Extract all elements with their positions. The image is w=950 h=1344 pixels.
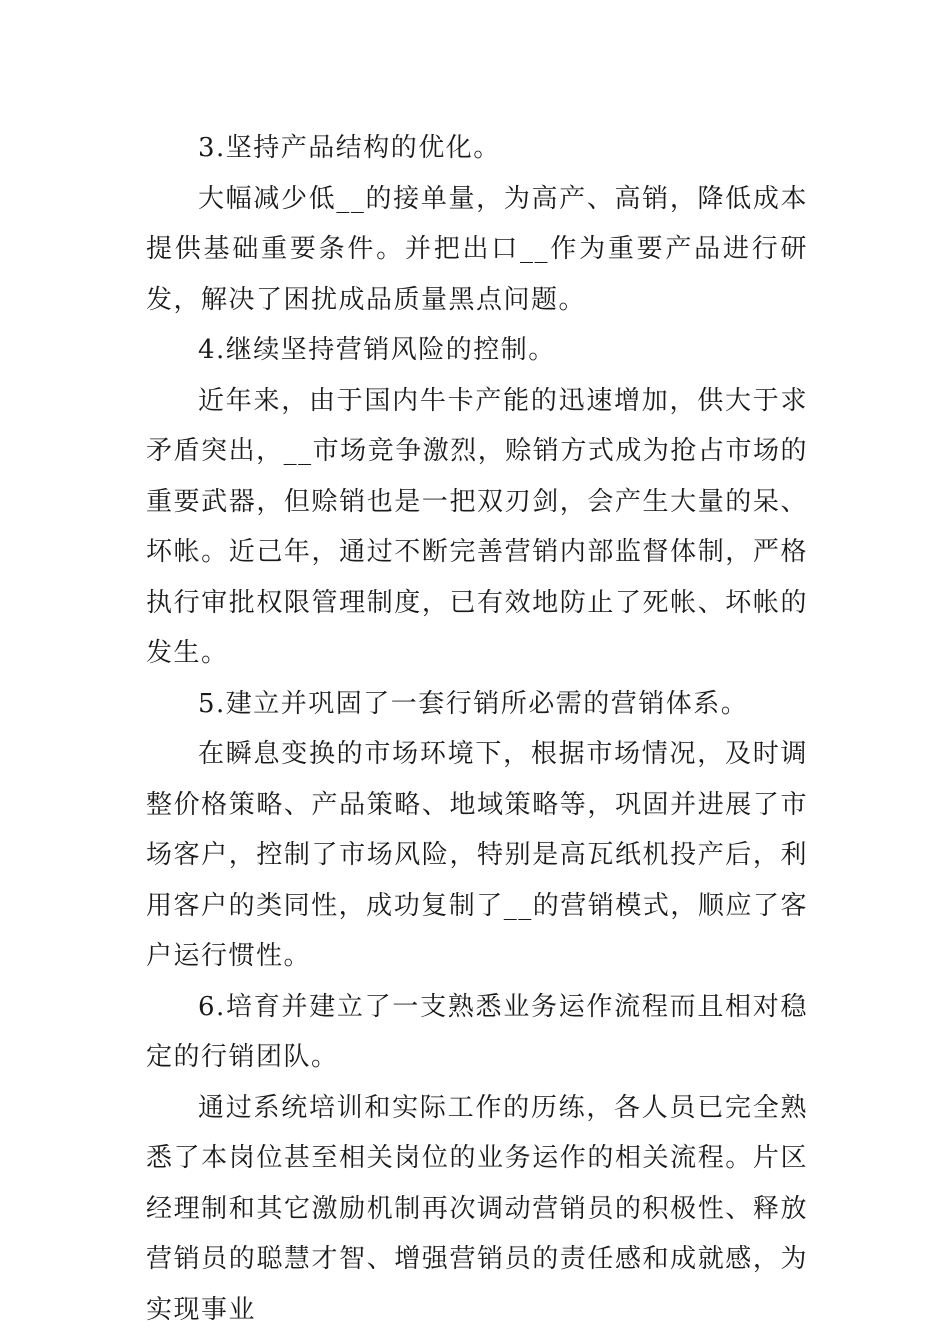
paragraph-product-structure: 大幅减少低__的接单量，为高产、高销，降低成本提供基础重要条件。并把出口__作为重要产品进行研发，解决了困扰成品质量黑点问题。 xyxy=(146,183,808,315)
heading-item-3: 3.坚持产品结构的优化。 xyxy=(198,133,501,163)
heading-item-6: 6.培育并建立了一支熟悉业务运作流程而且相对稳定的行销团队。 xyxy=(146,991,808,1072)
paragraph-risk-control: 近年来，由于国内牛卡产能的迅速增加，供大于求矛盾突出，__市场竞争激烈，赊销方式成为抢占市场的重要武器，但赊销也是一把双刃剑，会产生大量的呆、坏帐。近己年，通过不断完善营销内部监督体制，严格执行审批权限管理制度，已有效地防止了死帐、坏帐的发生。 xyxy=(146,385,808,668)
paragraph-marketing-system: 在瞬息变换的市场环境下，根据市场情况，及时调整价格策略、产品策略、地域策略等，巩固并进展了市场客户，控制了市场风险，特别是高瓦纸机投产后，利用客户的类同性，成功复制了__的营销模式，顺应了客户运行惯性。 xyxy=(146,739,808,971)
heading-item-4: 4.继续坚持营销风险的控制。 xyxy=(198,335,556,365)
paragraph-sales-team: 通过系统培训和实际工作的历练，各人员已完全熟悉了本岗位甚至相关岗位的业务运作的相关流程。片区经理制和其它激励机制再次调动营销员的积极性、释放营销员的聪慧才智、增强营销员的责任感和成就感，为实现事业 xyxy=(146,1092,808,1325)
document-body xyxy=(146,123,808,1335)
heading-item-5: 5.建立并巩固了一套行销所必需的营销体系。 xyxy=(198,688,749,719)
